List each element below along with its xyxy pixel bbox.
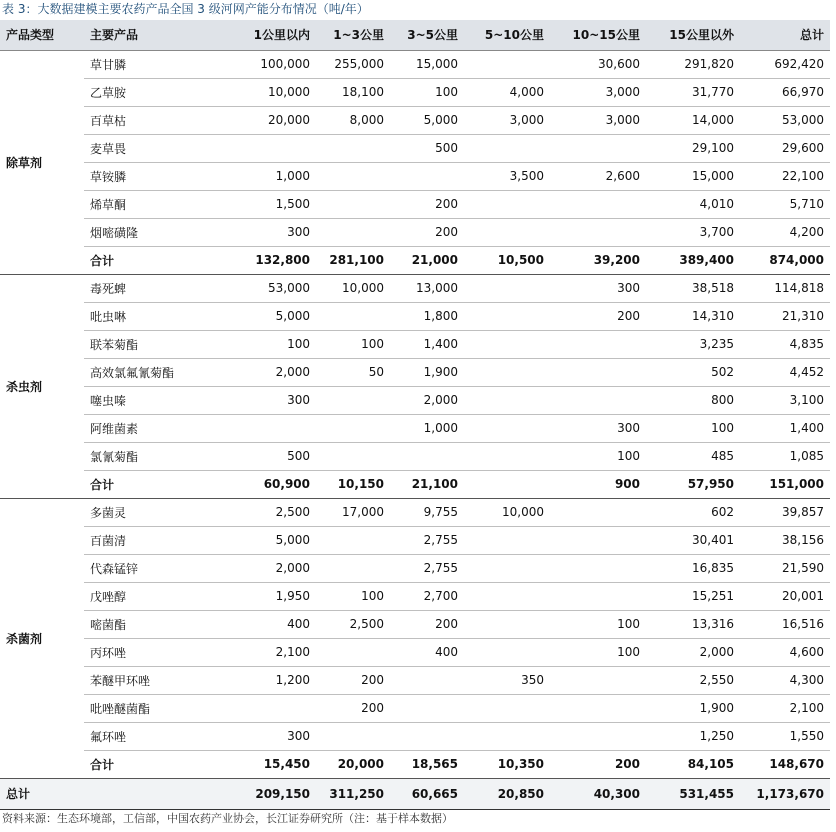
product-name: 苯醚甲环唑 bbox=[84, 666, 234, 694]
value-cell: 2,000 bbox=[390, 386, 464, 414]
value-cell: 5,000 bbox=[234, 302, 316, 330]
value-cell bbox=[316, 638, 390, 666]
value-cell: 17,000 bbox=[316, 498, 390, 526]
value-cell: 1,000 bbox=[234, 162, 316, 190]
header-col: 10~15公里 bbox=[550, 20, 646, 50]
value-cell: 3,500 bbox=[464, 162, 550, 190]
grand-total-row bbox=[0, 778, 830, 809]
value-cell bbox=[550, 722, 646, 750]
value-cell: 29,600 bbox=[740, 134, 830, 162]
value-cell: 1,085 bbox=[740, 442, 830, 470]
value-cell: 1,900 bbox=[390, 358, 464, 386]
table-row bbox=[0, 526, 830, 554]
table-row bbox=[0, 134, 830, 162]
value-cell: 2,500 bbox=[316, 610, 390, 638]
subtotal-row bbox=[0, 246, 830, 274]
value-cell bbox=[464, 414, 550, 442]
product-name: 草铵膦 bbox=[84, 162, 234, 190]
grand-total-value: 311,250 bbox=[316, 778, 390, 809]
subtotal-value: 60,900 bbox=[234, 470, 316, 498]
value-cell: 10,000 bbox=[464, 498, 550, 526]
value-cell: 100 bbox=[550, 638, 646, 666]
product-name: 高效氯氟氰菊酯 bbox=[84, 358, 234, 386]
product-name: 噻虫嗪 bbox=[84, 386, 234, 414]
value-cell bbox=[464, 610, 550, 638]
value-cell bbox=[550, 666, 646, 694]
value-cell: 50 bbox=[316, 358, 390, 386]
subtotal-value: 84,105 bbox=[646, 750, 740, 778]
value-cell: 255,000 bbox=[316, 50, 390, 78]
header-col: 3~5公里 bbox=[390, 20, 464, 50]
value-cell: 200 bbox=[390, 218, 464, 246]
value-cell bbox=[550, 358, 646, 386]
value-cell bbox=[550, 498, 646, 526]
value-cell: 2,100 bbox=[740, 694, 830, 722]
value-cell bbox=[464, 694, 550, 722]
value-cell: 14,310 bbox=[646, 302, 740, 330]
value-cell bbox=[234, 694, 316, 722]
value-cell bbox=[390, 666, 464, 694]
product-name: 乙草胺 bbox=[84, 78, 234, 106]
value-cell bbox=[550, 134, 646, 162]
value-cell bbox=[316, 134, 390, 162]
value-cell bbox=[550, 526, 646, 554]
table-row bbox=[0, 386, 830, 414]
value-cell: 3,100 bbox=[740, 386, 830, 414]
value-cell: 200 bbox=[390, 190, 464, 218]
value-cell: 29,100 bbox=[646, 134, 740, 162]
product-name: 吡唑醚菌酯 bbox=[84, 694, 234, 722]
product-name: 联苯菊酯 bbox=[84, 330, 234, 358]
value-cell: 602 bbox=[646, 498, 740, 526]
table-row bbox=[0, 666, 830, 694]
value-cell bbox=[316, 442, 390, 470]
table-row bbox=[0, 694, 830, 722]
value-cell: 1,400 bbox=[390, 330, 464, 358]
value-cell bbox=[316, 386, 390, 414]
value-cell: 2,755 bbox=[390, 526, 464, 554]
value-cell bbox=[390, 442, 464, 470]
value-cell: 350 bbox=[464, 666, 550, 694]
value-cell bbox=[390, 694, 464, 722]
value-cell: 100 bbox=[646, 414, 740, 442]
value-cell: 31,770 bbox=[646, 78, 740, 106]
header-col: 1~3公里 bbox=[316, 20, 390, 50]
table-row bbox=[0, 330, 830, 358]
value-cell: 5,000 bbox=[234, 526, 316, 554]
category-cell: 除草剂 bbox=[0, 50, 84, 274]
value-cell: 200 bbox=[316, 694, 390, 722]
value-cell bbox=[464, 274, 550, 302]
value-cell bbox=[464, 330, 550, 358]
subtotal-value: 18,565 bbox=[390, 750, 464, 778]
value-cell: 3,000 bbox=[550, 78, 646, 106]
category-cell: 杀虫剂 bbox=[0, 274, 84, 498]
value-cell bbox=[550, 554, 646, 582]
subtotal-value: 389,400 bbox=[646, 246, 740, 274]
value-cell: 800 bbox=[646, 386, 740, 414]
header-col: 1公里以内 bbox=[234, 20, 316, 50]
table-row bbox=[0, 554, 830, 582]
value-cell bbox=[464, 638, 550, 666]
value-cell: 3,235 bbox=[646, 330, 740, 358]
value-cell: 9,755 bbox=[390, 498, 464, 526]
value-cell: 200 bbox=[390, 610, 464, 638]
table-row bbox=[0, 78, 830, 106]
header-category: 产品类型 bbox=[0, 20, 84, 50]
value-cell: 10,000 bbox=[316, 274, 390, 302]
value-cell bbox=[316, 218, 390, 246]
table-caption: 表 3：大数据建模主要农药产品全国 3 级河网产能分布情况（吨/年） bbox=[2, 2, 369, 16]
subtotal-row bbox=[0, 750, 830, 778]
value-cell: 400 bbox=[390, 638, 464, 666]
value-cell: 4,000 bbox=[464, 78, 550, 106]
value-cell: 5,000 bbox=[390, 106, 464, 134]
value-cell: 13,000 bbox=[390, 274, 464, 302]
value-cell bbox=[464, 358, 550, 386]
value-cell: 100 bbox=[234, 330, 316, 358]
header-product: 主要产品 bbox=[84, 20, 234, 50]
value-cell: 100 bbox=[390, 78, 464, 106]
product-name: 麦草畏 bbox=[84, 134, 234, 162]
value-cell: 300 bbox=[234, 218, 316, 246]
value-cell: 400 bbox=[234, 610, 316, 638]
value-cell bbox=[464, 190, 550, 218]
value-cell: 200 bbox=[550, 302, 646, 330]
value-cell: 30,401 bbox=[646, 526, 740, 554]
table-body bbox=[0, 50, 830, 809]
value-cell: 100 bbox=[316, 330, 390, 358]
subtotal-value bbox=[464, 470, 550, 498]
value-cell: 300 bbox=[550, 414, 646, 442]
subtotal-value: 57,950 bbox=[646, 470, 740, 498]
value-cell: 2,100 bbox=[234, 638, 316, 666]
value-cell: 20,000 bbox=[234, 106, 316, 134]
value-cell: 1,250 bbox=[646, 722, 740, 750]
value-cell bbox=[550, 330, 646, 358]
grand-total-value: 1,173,670 bbox=[740, 778, 830, 809]
value-cell: 2,500 bbox=[234, 498, 316, 526]
product-name: 戊唑醇 bbox=[84, 582, 234, 610]
subtotal-row bbox=[0, 470, 830, 498]
value-cell: 21,590 bbox=[740, 554, 830, 582]
value-cell: 1,550 bbox=[740, 722, 830, 750]
value-cell: 4,452 bbox=[740, 358, 830, 386]
subtotal-value: 20,000 bbox=[316, 750, 390, 778]
value-cell: 1,950 bbox=[234, 582, 316, 610]
subtotal-value: 200 bbox=[550, 750, 646, 778]
grand-total-value: 20,850 bbox=[464, 778, 550, 809]
value-cell: 2,550 bbox=[646, 666, 740, 694]
product-name: 吡虫啉 bbox=[84, 302, 234, 330]
table-row bbox=[0, 722, 830, 750]
product-name: 代森锰锌 bbox=[84, 554, 234, 582]
value-cell bbox=[550, 190, 646, 218]
product-name: 丙环唑 bbox=[84, 638, 234, 666]
value-cell: 4,300 bbox=[740, 666, 830, 694]
subtotal-value: 874,000 bbox=[740, 246, 830, 274]
value-cell: 53,000 bbox=[234, 274, 316, 302]
table-row bbox=[0, 218, 830, 246]
header-row bbox=[0, 20, 830, 50]
subtotal-value: 900 bbox=[550, 470, 646, 498]
value-cell bbox=[234, 134, 316, 162]
value-cell: 2,000 bbox=[234, 554, 316, 582]
product-name: 氟环唑 bbox=[84, 722, 234, 750]
value-cell bbox=[464, 582, 550, 610]
subtotal-value: 151,000 bbox=[740, 470, 830, 498]
table-row bbox=[0, 358, 830, 386]
product-name: 嘧菌酯 bbox=[84, 610, 234, 638]
product-name: 草甘膦 bbox=[84, 50, 234, 78]
value-cell bbox=[316, 190, 390, 218]
value-cell: 13,316 bbox=[646, 610, 740, 638]
table-row bbox=[0, 498, 830, 526]
value-cell bbox=[234, 414, 316, 442]
subtotal-value: 148,670 bbox=[740, 750, 830, 778]
product-name: 多菌灵 bbox=[84, 498, 234, 526]
subtotal-value: 281,100 bbox=[316, 246, 390, 274]
value-cell bbox=[550, 386, 646, 414]
value-cell bbox=[550, 582, 646, 610]
value-cell: 300 bbox=[234, 722, 316, 750]
value-cell: 4,835 bbox=[740, 330, 830, 358]
table-row bbox=[0, 638, 830, 666]
table-row bbox=[0, 162, 830, 190]
grand-total-value: 60,665 bbox=[390, 778, 464, 809]
value-cell: 3,000 bbox=[550, 106, 646, 134]
value-cell: 100 bbox=[550, 442, 646, 470]
value-cell: 692,420 bbox=[740, 50, 830, 78]
value-cell: 100,000 bbox=[234, 50, 316, 78]
value-cell: 53,000 bbox=[740, 106, 830, 134]
value-cell: 2,000 bbox=[646, 638, 740, 666]
header-col: 5~10公里 bbox=[464, 20, 550, 50]
value-cell bbox=[464, 386, 550, 414]
value-cell: 14,000 bbox=[646, 106, 740, 134]
value-cell: 15,000 bbox=[646, 162, 740, 190]
value-cell: 22,100 bbox=[740, 162, 830, 190]
subtotal-label: 合计 bbox=[84, 246, 234, 274]
value-cell: 2,000 bbox=[234, 358, 316, 386]
value-cell: 8,000 bbox=[316, 106, 390, 134]
value-cell bbox=[316, 554, 390, 582]
subtotal-label: 合计 bbox=[84, 750, 234, 778]
header-total: 总计 bbox=[740, 20, 830, 50]
value-cell: 15,251 bbox=[646, 582, 740, 610]
value-cell: 38,156 bbox=[740, 526, 830, 554]
value-cell: 16,835 bbox=[646, 554, 740, 582]
value-cell: 4,600 bbox=[740, 638, 830, 666]
subtotal-value: 21,100 bbox=[390, 470, 464, 498]
value-cell bbox=[316, 302, 390, 330]
grand-total-value: 209,150 bbox=[234, 778, 316, 809]
value-cell: 300 bbox=[234, 386, 316, 414]
value-cell: 1,400 bbox=[740, 414, 830, 442]
value-cell: 1,800 bbox=[390, 302, 464, 330]
value-cell bbox=[316, 526, 390, 554]
value-cell: 4,200 bbox=[740, 218, 830, 246]
value-cell: 100 bbox=[550, 610, 646, 638]
subtotal-value: 10,500 bbox=[464, 246, 550, 274]
value-cell bbox=[316, 722, 390, 750]
value-cell: 300 bbox=[550, 274, 646, 302]
table-row bbox=[0, 414, 830, 442]
subtotal-value: 39,200 bbox=[550, 246, 646, 274]
value-cell: 20,001 bbox=[740, 582, 830, 610]
value-cell: 100 bbox=[316, 582, 390, 610]
value-cell: 5,710 bbox=[740, 190, 830, 218]
value-cell bbox=[464, 442, 550, 470]
subtotal-value: 21,000 bbox=[390, 246, 464, 274]
value-cell bbox=[316, 414, 390, 442]
capacity-table bbox=[0, 20, 830, 810]
value-cell: 1,000 bbox=[390, 414, 464, 442]
value-cell: 66,970 bbox=[740, 78, 830, 106]
value-cell: 1,500 bbox=[234, 190, 316, 218]
table-row bbox=[0, 274, 830, 302]
table-row bbox=[0, 190, 830, 218]
subtotal-value: 15,450 bbox=[234, 750, 316, 778]
value-cell bbox=[464, 218, 550, 246]
product-name: 氯氰菊酯 bbox=[84, 442, 234, 470]
product-name: 烯草酮 bbox=[84, 190, 234, 218]
value-cell: 4,010 bbox=[646, 190, 740, 218]
value-cell: 500 bbox=[390, 134, 464, 162]
value-cell: 2,755 bbox=[390, 554, 464, 582]
value-cell bbox=[464, 722, 550, 750]
value-cell: 485 bbox=[646, 442, 740, 470]
value-cell bbox=[316, 162, 390, 190]
value-cell: 21,310 bbox=[740, 302, 830, 330]
value-cell: 30,600 bbox=[550, 50, 646, 78]
value-cell: 291,820 bbox=[646, 50, 740, 78]
grand-total-label: 总计 bbox=[0, 778, 234, 809]
value-cell bbox=[390, 162, 464, 190]
value-cell: 2,600 bbox=[550, 162, 646, 190]
value-cell: 39,857 bbox=[740, 498, 830, 526]
subtotal-value: 10,150 bbox=[316, 470, 390, 498]
value-cell: 502 bbox=[646, 358, 740, 386]
grand-total-value: 40,300 bbox=[550, 778, 646, 809]
header-col: 15公里以外 bbox=[646, 20, 740, 50]
table-row bbox=[0, 610, 830, 638]
value-cell: 1,900 bbox=[646, 694, 740, 722]
value-cell: 1,200 bbox=[234, 666, 316, 694]
subtotal-value: 10,350 bbox=[464, 750, 550, 778]
product-name: 百菌清 bbox=[84, 526, 234, 554]
value-cell: 500 bbox=[234, 442, 316, 470]
table-row bbox=[0, 302, 830, 330]
subtotal-label: 合计 bbox=[84, 470, 234, 498]
category-cell: 杀菌剂 bbox=[0, 498, 84, 778]
grand-total-value: 531,455 bbox=[646, 778, 740, 809]
table-row bbox=[0, 50, 830, 78]
value-cell: 16,516 bbox=[740, 610, 830, 638]
value-cell: 38,518 bbox=[646, 274, 740, 302]
value-cell bbox=[550, 218, 646, 246]
source-note: 资料来源：生态环境部，工信部，中国农药产业协会，长江证券研究所（注：基于样本数据） bbox=[2, 812, 453, 825]
value-cell: 15,000 bbox=[390, 50, 464, 78]
value-cell bbox=[550, 694, 646, 722]
value-cell bbox=[464, 134, 550, 162]
value-cell: 2,700 bbox=[390, 582, 464, 610]
value-cell bbox=[464, 526, 550, 554]
table-row bbox=[0, 106, 830, 134]
value-cell: 114,818 bbox=[740, 274, 830, 302]
value-cell: 18,100 bbox=[316, 78, 390, 106]
value-cell: 3,000 bbox=[464, 106, 550, 134]
product-name: 阿维菌素 bbox=[84, 414, 234, 442]
product-name: 毒死蜱 bbox=[84, 274, 234, 302]
value-cell: 3,700 bbox=[646, 218, 740, 246]
value-cell bbox=[464, 554, 550, 582]
product-name: 百草枯 bbox=[84, 106, 234, 134]
subtotal-value: 132,800 bbox=[234, 246, 316, 274]
table-row bbox=[0, 442, 830, 470]
value-cell bbox=[390, 722, 464, 750]
value-cell bbox=[464, 302, 550, 330]
table-row bbox=[0, 582, 830, 610]
value-cell: 200 bbox=[316, 666, 390, 694]
value-cell: 10,000 bbox=[234, 78, 316, 106]
value-cell bbox=[464, 50, 550, 78]
product-name: 烟嘧磺隆 bbox=[84, 218, 234, 246]
